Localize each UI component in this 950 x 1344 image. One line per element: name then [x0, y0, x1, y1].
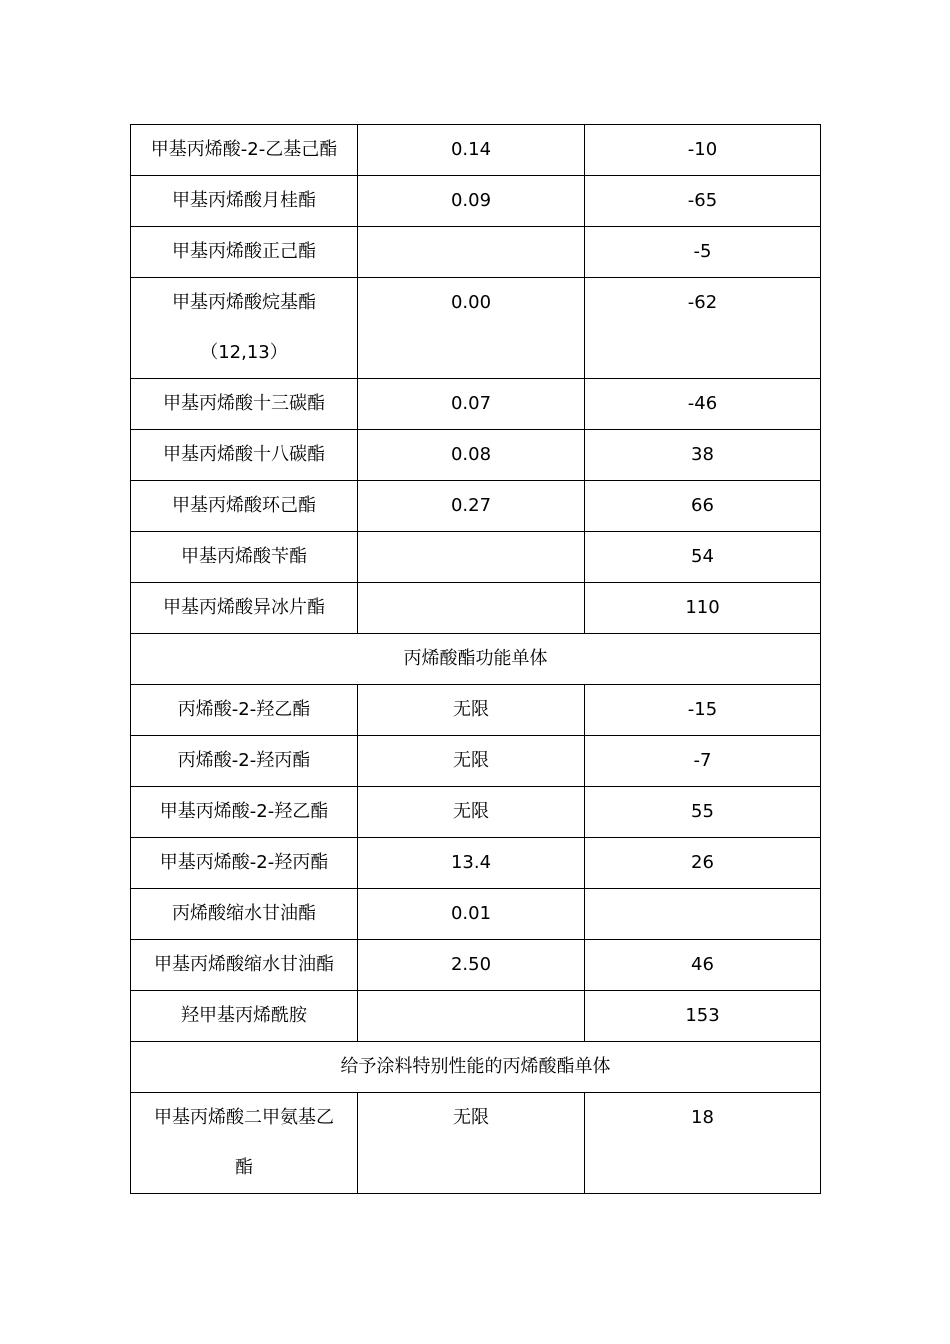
table-row: [131, 787, 821, 838]
monomer-name-line-1: 甲基丙烯酸烷基酯: [172, 292, 316, 313]
table-row: [131, 125, 821, 176]
monomer-name-line-1: 甲基丙烯酸二甲氨基乙: [154, 1107, 334, 1128]
table-row: [131, 940, 821, 991]
solubility-cell: 0.14: [358, 125, 585, 176]
solubility-cell: 0.27: [358, 481, 585, 532]
tg-cell: -65: [585, 176, 821, 227]
solubility-cell: 0.01: [358, 889, 585, 940]
tg-cell: [585, 278, 821, 379]
monomer-name-cell: 甲基丙烯酸月桂酯: [131, 176, 358, 227]
table-row: [131, 685, 821, 736]
table-row: [131, 481, 821, 532]
solubility-cell: 无限: [358, 685, 585, 736]
section-title: 给予涂料特别性能的丙烯酸酯单体: [131, 1042, 821, 1093]
solubility-cell: 0.08: [358, 430, 585, 481]
solubility-cell: 无限: [358, 787, 585, 838]
tg-cell: 110: [585, 583, 821, 634]
monomer-name-cell: 甲基丙烯酸异冰片酯: [131, 583, 358, 634]
table-row: [131, 379, 821, 430]
solubility-value: 无限: [453, 1107, 489, 1128]
tg-cell: 55: [585, 787, 821, 838]
tg-cell: [585, 1093, 821, 1194]
monomer-name-cell: [131, 1093, 358, 1194]
monomer-name-cell: 甲基丙烯酸-2-羟丙酯: [131, 838, 358, 889]
table-row: [131, 889, 821, 940]
solubility-cell: [358, 991, 585, 1042]
tg-cell: -15: [585, 685, 821, 736]
table-row: [131, 532, 821, 583]
tg-cell: 38: [585, 430, 821, 481]
monomer-name-cell: 甲基丙烯酸正己酯: [131, 227, 358, 278]
table-row: [131, 227, 821, 278]
solubility-cell: 0.07: [358, 379, 585, 430]
monomer-name-cell: 甲基丙烯酸-2-乙基己酯: [131, 125, 358, 176]
tg-cell: -7: [585, 736, 821, 787]
solubility-cell: 13.4: [358, 838, 585, 889]
table-row: [131, 838, 821, 889]
tg-cell: -46: [585, 379, 821, 430]
table-row: [131, 430, 821, 481]
monomer-name-cell: 甲基丙烯酸苄酯: [131, 532, 358, 583]
monomer-name-cell: 甲基丙烯酸缩水甘油酯: [131, 940, 358, 991]
tg-cell: 153: [585, 991, 821, 1042]
tg-cell: 26: [585, 838, 821, 889]
table-row: [131, 991, 821, 1042]
solubility-cell: 2.50: [358, 940, 585, 991]
monomer-name-cell: 甲基丙烯酸十八碳酯: [131, 430, 358, 481]
table-row: [131, 736, 821, 787]
solubility-cell: [358, 1093, 585, 1194]
tg-cell: -10: [585, 125, 821, 176]
monomer-properties-table: [130, 124, 821, 1194]
tg-cell: [585, 889, 821, 940]
table-row: [131, 176, 821, 227]
section-header-row: [131, 634, 821, 685]
monomer-name-cell: 甲基丙烯酸十三碳酯: [131, 379, 358, 430]
monomer-name-cell: 丙烯酸缩水甘油酯: [131, 889, 358, 940]
solubility-cell: [358, 227, 585, 278]
tg-value: -62: [687, 292, 718, 313]
tg-cell: 66: [585, 481, 821, 532]
solubility-cell: [358, 278, 585, 379]
table-row: [131, 1093, 821, 1194]
monomer-name-cell: 丙烯酸-2-羟丙酯: [131, 736, 358, 787]
solubility-cell: [358, 583, 585, 634]
tg-cell: 54: [585, 532, 821, 583]
table-row: [131, 278, 821, 379]
monomer-name-cell: 丙烯酸-2-羟乙酯: [131, 685, 358, 736]
section-title: 丙烯酸酯功能单体: [131, 634, 821, 685]
tg-cell: -5: [585, 227, 821, 278]
solubility-cell: 无限: [358, 736, 585, 787]
monomer-name-line-2: （12,13）: [200, 342, 288, 363]
solubility-cell: 0.09: [358, 176, 585, 227]
tg-value: 18: [691, 1107, 714, 1128]
monomer-name-cell: 甲基丙烯酸环己酯: [131, 481, 358, 532]
solubility-cell: [358, 532, 585, 583]
table-row: [131, 583, 821, 634]
monomer-name-cell: 甲基丙烯酸-2-羟乙酯: [131, 787, 358, 838]
solubility-value: 0.00: [450, 292, 492, 313]
tg-cell: 46: [585, 940, 821, 991]
section-header-row: [131, 1042, 821, 1093]
monomer-name-cell: [131, 278, 358, 379]
monomer-name-line-2: 酯: [235, 1157, 253, 1178]
monomer-name-cell: 羟甲基丙烯酰胺: [131, 991, 358, 1042]
